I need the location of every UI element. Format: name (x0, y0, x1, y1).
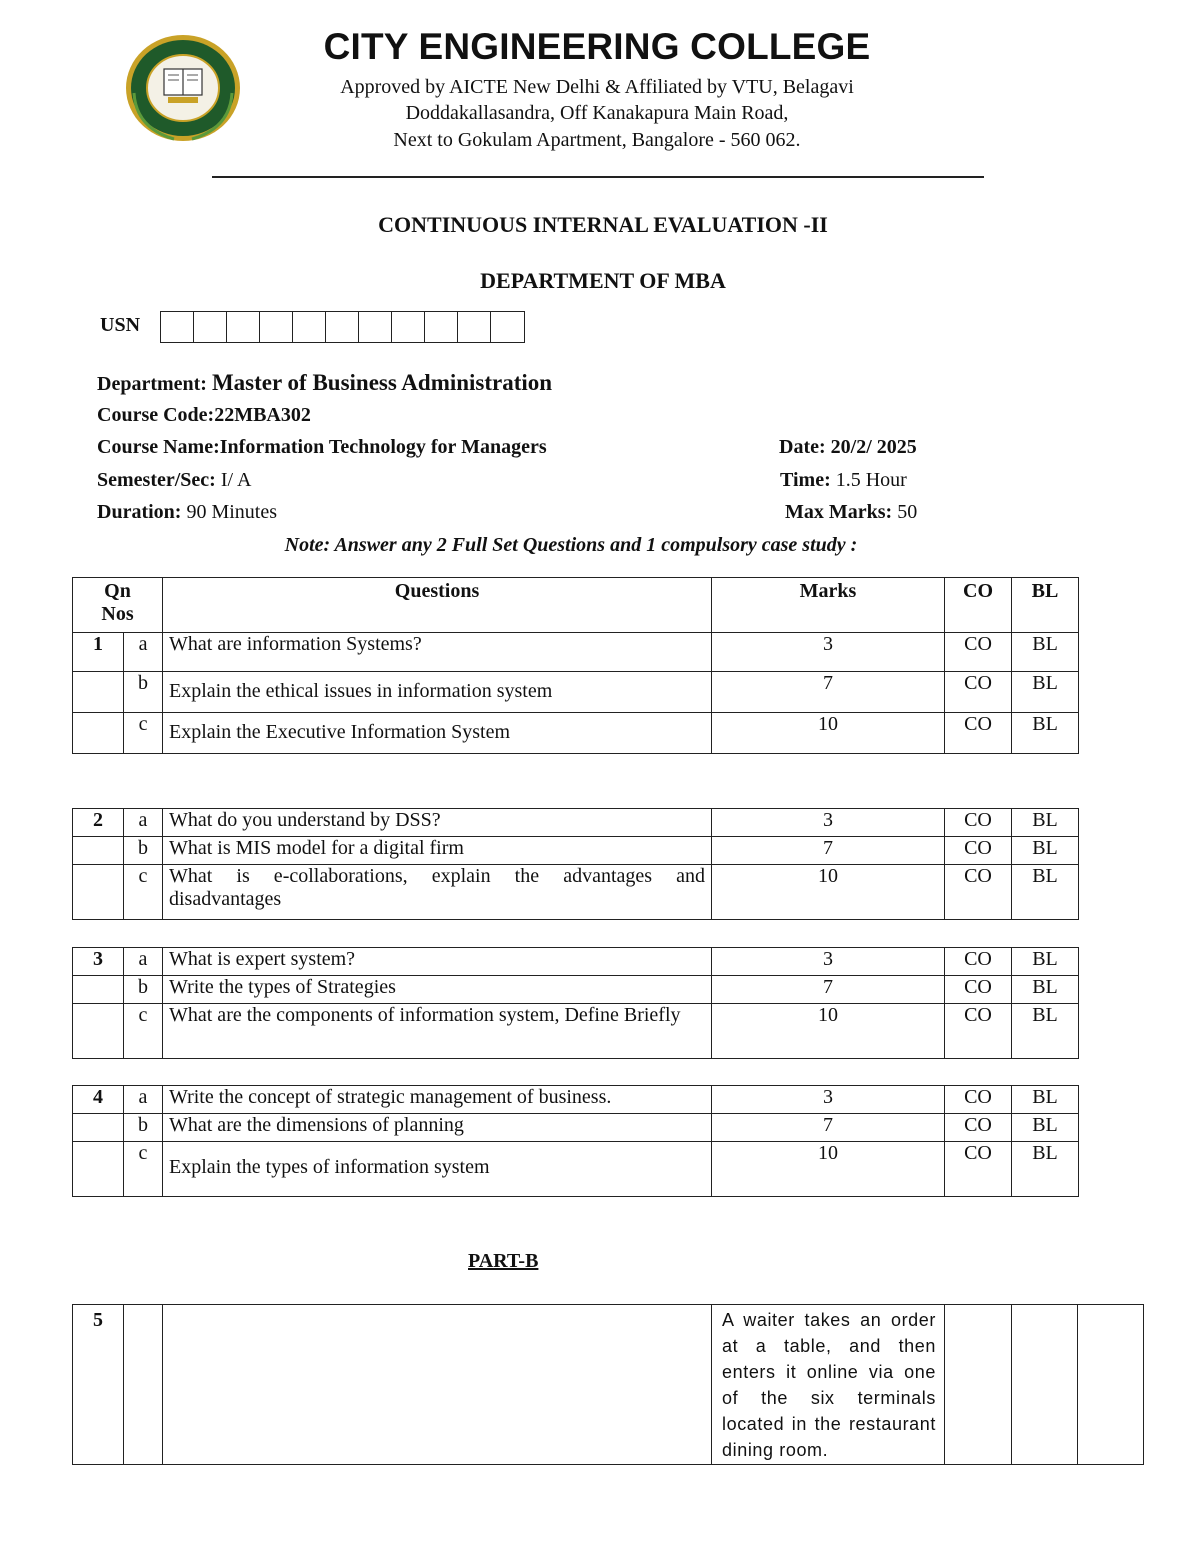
usn-box[interactable] (491, 312, 524, 342)
empty-cell (1012, 1305, 1078, 1465)
sub-label: b (124, 672, 163, 713)
co-cell: CO (945, 837, 1012, 865)
duration-label: Duration: (97, 501, 182, 523)
question-text: Explain the ethical issues in information system (163, 672, 712, 713)
usn-box[interactable] (260, 312, 293, 342)
empty-cell (1078, 1305, 1144, 1465)
department-title: DEPARTMENT OF MBA (480, 268, 726, 293)
usn-box[interactable] (392, 312, 425, 342)
question-text: Explain the types of information system (163, 1142, 712, 1197)
marks-cell: 3 (712, 1086, 945, 1114)
question-table-4 (72, 1085, 1079, 1197)
table-row (73, 633, 1079, 672)
question-text: Explain the Executive Information System (163, 713, 712, 754)
time-field (780, 469, 907, 492)
question-table-3 (72, 947, 1079, 1059)
department-label: Department: (97, 373, 207, 395)
bl-cell: BL (1012, 713, 1079, 754)
header-divider (212, 176, 984, 178)
case-study-text: A waiter takes an order at a table, and then enters it online via one of the six terminals located in the restaurant dining room. (712, 1305, 945, 1465)
sub-label: b (124, 1114, 163, 1142)
table-row (73, 1142, 1079, 1197)
marks-cell: 7 (712, 672, 945, 713)
header-qn-nos: Qn Nos (73, 578, 163, 633)
empty-cell (163, 1305, 712, 1465)
question-number: 2 (73, 809, 124, 837)
co-cell: CO (945, 1004, 1012, 1059)
co-cell: CO (945, 865, 1012, 920)
header-bl: BL (1012, 578, 1079, 633)
duration-value: 90 Minutes (186, 501, 278, 523)
bl-cell: BL (1012, 1142, 1079, 1197)
question-text: What are the dimensions of planning (163, 1114, 712, 1142)
marks-cell: 10 (712, 1004, 945, 1059)
college-name: CITY ENGINEERING COLLEGE (323, 26, 871, 67)
marks-cell: 7 (712, 837, 945, 865)
usn-box[interactable] (227, 312, 260, 342)
bl-cell: BL (1012, 809, 1079, 837)
table-row (73, 976, 1079, 1004)
table-row (73, 713, 1079, 754)
empty-cell (73, 672, 124, 713)
sub-label: a (124, 948, 163, 976)
exam-note: Note: Answer any 2 Full Set Questions and 1 compulsory case study : (284, 534, 858, 556)
marks-cell: 10 (712, 865, 945, 920)
table-row (73, 865, 1079, 920)
table-row (73, 1114, 1079, 1142)
date-field (779, 436, 917, 459)
bl-cell: BL (1012, 1004, 1079, 1059)
duration-field (97, 501, 277, 524)
max-marks-field (785, 501, 917, 524)
marks-cell: 10 (712, 1142, 945, 1197)
question-table-1 (72, 577, 1079, 754)
header-questions: Questions (163, 578, 712, 633)
case-study-table (72, 1304, 1144, 1465)
bl-cell: BL (1012, 948, 1079, 976)
question-number: 4 (73, 1086, 124, 1114)
date-label: Date: (779, 436, 826, 458)
co-cell: CO (945, 672, 1012, 713)
bl-cell: BL (1012, 837, 1079, 865)
header-marks: Marks (712, 578, 945, 633)
question-text: What is MIS model for a digital firm (163, 837, 712, 865)
question-text: What is expert system? (163, 948, 712, 976)
course-name-label: Course Name: (97, 436, 220, 458)
max-marks-label: Max Marks: (785, 501, 893, 523)
sub-label: a (124, 633, 163, 672)
question-text: What are information Systems? (163, 633, 712, 672)
usn-label: USN (100, 314, 141, 336)
marks-cell: 3 (712, 633, 945, 672)
sub-label: c (124, 713, 163, 754)
usn-box[interactable] (194, 312, 227, 342)
empty-cell (73, 1142, 124, 1197)
exam-title: CONTINUOUS INTERNAL EVALUATION -II (378, 212, 828, 237)
marks-cell: 3 (712, 948, 945, 976)
marks-cell: 3 (712, 809, 945, 837)
max-marks-value: 50 (897, 501, 918, 523)
part-b-title: PART-B (468, 1250, 539, 1272)
empty-cell (124, 1305, 163, 1465)
bl-cell: BL (1012, 1114, 1079, 1142)
question-text: What are the components of information system, Define Briefly (163, 1004, 712, 1059)
co-cell: CO (945, 809, 1012, 837)
question-number: 5 (73, 1305, 124, 1465)
bl-cell: BL (1012, 976, 1079, 1004)
question-text: What do you understand by DSS? (163, 809, 712, 837)
course-code-field (97, 404, 311, 427)
time-label: Time: (780, 469, 831, 491)
sub-label: b (124, 976, 163, 1004)
semester-label: Semester/Sec: (97, 469, 216, 491)
usn-box[interactable] (326, 312, 359, 342)
department-field (97, 370, 552, 396)
sub-label: b (124, 837, 163, 865)
course-code-value: 22MBA302 (214, 404, 311, 426)
course-code-label: Course Code: (97, 404, 215, 426)
address-line-1: Approved by AICTE New Delhi & Affiliated by VTU, Belagavi (340, 76, 854, 98)
table-header-row (73, 578, 1079, 633)
co-cell: CO (945, 713, 1012, 754)
sub-label: c (124, 1004, 163, 1059)
bl-cell: BL (1012, 865, 1079, 920)
time-value: 1.5 Hour (835, 469, 907, 491)
address-line-3: Next to Gokulam Apartment, Bangalore - 560 062. (393, 129, 801, 151)
marks-cell: 7 (712, 976, 945, 1004)
table-row (73, 1004, 1079, 1059)
semester-value: I/ A (220, 469, 252, 491)
question-table-2 (72, 808, 1079, 920)
empty-cell (945, 1305, 1012, 1465)
course-name-value: Information Technology for Managers (219, 436, 547, 458)
table-row (73, 672, 1079, 713)
bl-cell: BL (1012, 672, 1079, 713)
date-value: 20/2/ 2025 (830, 436, 917, 458)
course-name-field (97, 436, 547, 459)
empty-cell (73, 976, 124, 1004)
empty-cell (73, 865, 124, 920)
sub-label: a (124, 809, 163, 837)
usn-box[interactable] (293, 312, 326, 342)
marks-cell: 7 (712, 1114, 945, 1142)
empty-cell (73, 713, 124, 754)
co-cell: CO (945, 1114, 1012, 1142)
co-cell: CO (945, 948, 1012, 976)
question-text: Write the types of Strategies (163, 976, 712, 1004)
question-text: What is e-collaborations, explain the advantages and disadvantages (163, 865, 712, 920)
address-line-2: Doddakallasandra, Off Kanakapura Main Road, (405, 102, 789, 124)
empty-cell (73, 1114, 124, 1142)
co-cell: CO (945, 976, 1012, 1004)
empty-cell (73, 1004, 124, 1059)
table-row (73, 948, 1079, 976)
co-cell: CO (945, 1086, 1012, 1114)
question-text: Write the concept of strategic management of business. (163, 1086, 712, 1114)
empty-cell (73, 837, 124, 865)
usn-box[interactable] (425, 312, 458, 342)
sub-label: c (124, 865, 163, 920)
usn-boxes[interactable] (160, 311, 525, 343)
header-co: CO (945, 578, 1012, 633)
question-number: 1 (73, 633, 124, 672)
co-cell: CO (945, 633, 1012, 672)
question-number: 3 (73, 948, 124, 976)
usn-box[interactable] (359, 312, 392, 342)
table-row (73, 1086, 1079, 1114)
bl-cell: BL (1012, 633, 1079, 672)
marks-cell: 10 (712, 713, 945, 754)
table-row (73, 1305, 1144, 1465)
sub-label: c (124, 1142, 163, 1197)
table-row (73, 809, 1079, 837)
table-row (73, 837, 1079, 865)
co-cell: CO (945, 1142, 1012, 1197)
sub-label: a (124, 1086, 163, 1114)
semester-field (97, 469, 251, 492)
usn-box[interactable] (458, 312, 491, 342)
department-value: Master of Business Administration (211, 370, 553, 395)
bl-cell: BL (1012, 1086, 1079, 1114)
usn-box[interactable] (161, 312, 194, 342)
